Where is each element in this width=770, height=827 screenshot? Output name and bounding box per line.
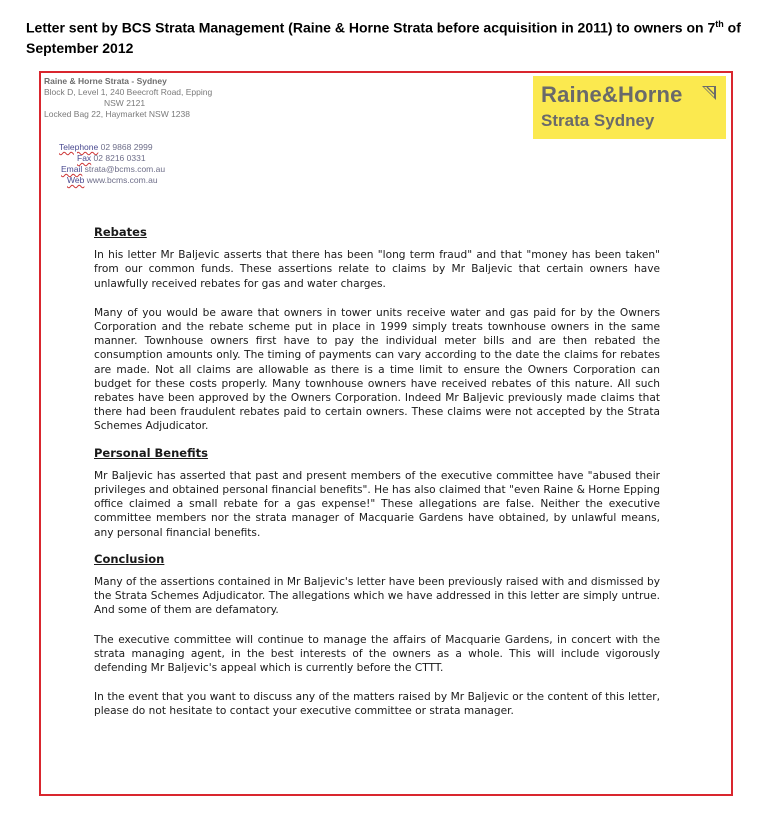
paragraph: In his letter Mr Baljevic asserts that there has been "long term fraud" and that "money has been taken" from our common funds. These assertions relate to claims by Mr Baljevic that certain owners have unlawfully received rebates for gas and water charges.	[94, 249, 660, 290]
letter-scan	[39, 71, 733, 796]
paragraph: In the event that you want to discuss any of the matters raised by Mr Baljevic or the content of this letter, please do not hesitate to contact your executive committee or strata manager.	[94, 691, 660, 718]
contact-row: Fax 02 8216 0331	[77, 153, 146, 163]
contact-row: Email strata@bcms.com.au	[61, 164, 166, 174]
raine-horne-logo	[533, 76, 726, 139]
logo-subbrand: Strata Sydney	[541, 111, 655, 130]
logo-brand: Raine&Horne	[541, 82, 683, 107]
paragraph: Many of the assertions contained in Mr Baljevic's letter have been previously raised with and dismissed by the Strata Schemes Adjudicator. The allegations which we have addressed in this letter are simply untrue. And some of them are defamatory.	[94, 576, 660, 617]
sender-address	[44, 76, 212, 120]
section-heading-personal-benefits: Personal Benefits	[94, 445, 208, 460]
contact-row: Web www.bcms.com.au	[67, 175, 158, 185]
letter-body	[94, 225, 660, 734]
paragraph: The executive committee will continue to manage the affairs of Macquarie Gardens, in concert with the strata managing agent, in the best interests of the owners as a whole. This will include vigorously defending Mr Baljevic's appeal which is currently before the CTTT.	[94, 633, 660, 675]
paragraph: Mr Baljevic has asserted that past and present members of the executive committee have "abused their privileges and obtained personal financial benefits". He has also claimed that "even Raine & Horne Epping office claimed a small rebate for a gas expense!" These allegations are false. Neither the executive committee members nor the strata manager of Macquarie Gardens have obtained, by unlawful means, any personal financial benefits.	[94, 469, 660, 539]
sender-name: Raine & Horne Strata - Sydney	[44, 76, 167, 86]
address-line: Block D, Level 1, 240 Beecroft Road, Epping	[44, 87, 213, 97]
document-caption: Letter sent by BCS Strata Management (Raine & Horne Strata before acquisition in 2011) to owners on 7th of September 2012	[26, 19, 741, 56]
logo-mark-icon	[702, 86, 716, 100]
paragraph: Many of you would be aware that owners in tower units receive water and gas paid for by the Owners Corporation and the rebate scheme put in place in 1999 simply treats townhouse owners in the same manner. Townhouse owners first have to pay the individual meter bills and are then rebated the consumption amounts only. The timing of payments can vary according to the date the claims for rebates are made. Not all claims are allowable as there is a time limit to ensure the Owners Corporation can budget for these costs properly. Many townhouse owners have received rebates of this nature. All such rebates have been approved by the Owners Corporation. Indeed Mr Baljevic previously made claims that there had been fraudulent rebates paid to certain owners. These claims were not accepted by the Strata Schemes Adjudicator.	[94, 306, 660, 433]
address-line: Locked Bag 22, Haymarket NSW 1238	[44, 109, 190, 119]
contact-row: Telephone 02 9868 2999	[59, 142, 153, 152]
section-heading-rebates: Rebates	[94, 225, 147, 239]
section-heading-conclusion: Conclusion	[94, 551, 165, 566]
address-line: NSW 2121	[104, 98, 146, 108]
contact-details	[59, 142, 165, 186]
